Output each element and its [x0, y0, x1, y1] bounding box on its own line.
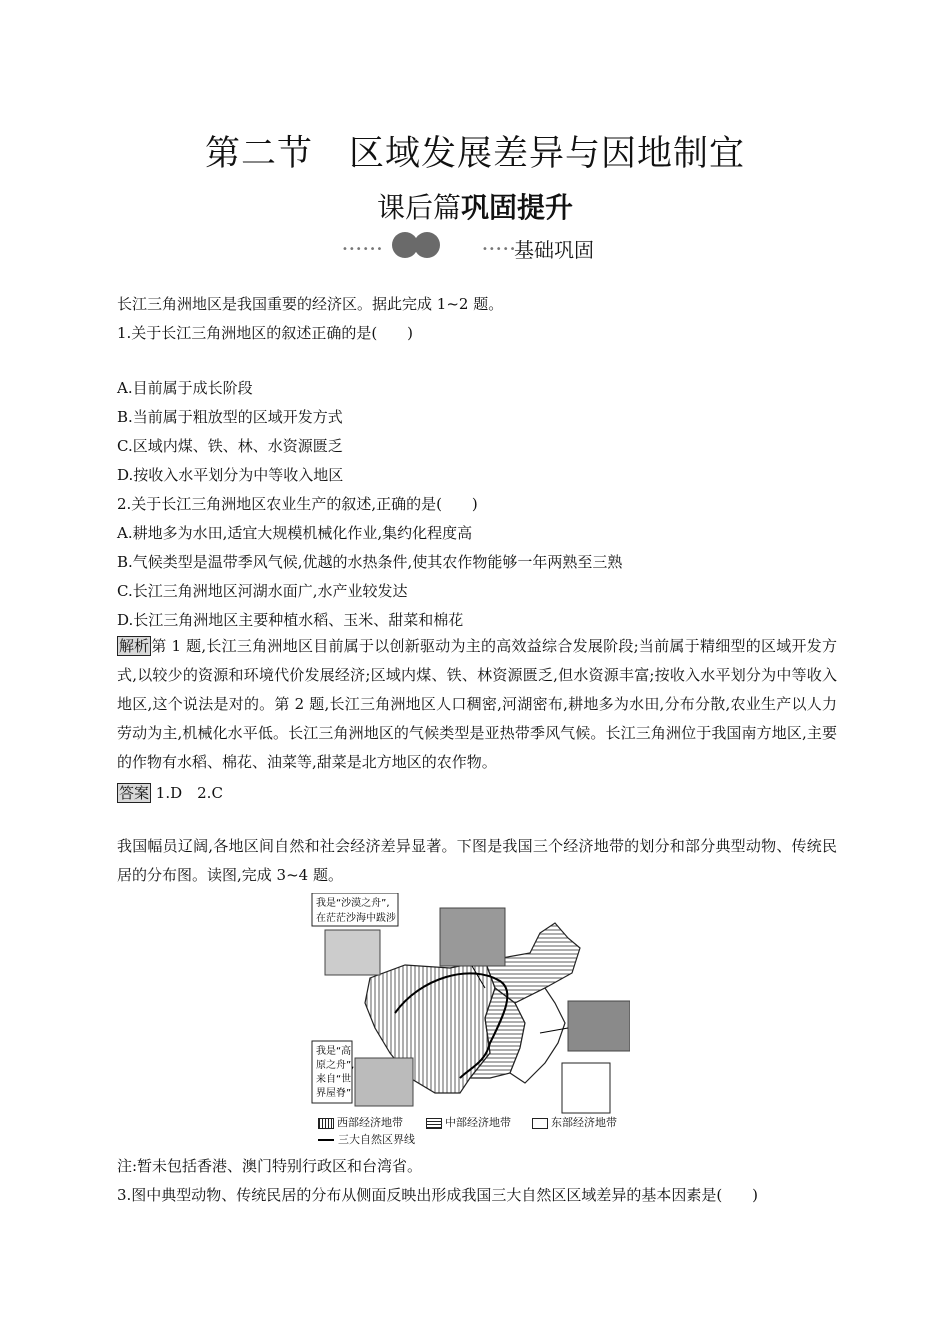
title-text: 区域发展差异与因地制宜 — [349, 134, 746, 174]
answer-block — [117, 783, 223, 803]
figure-note: 注:暂未包括香港、澳门特别行政区和台湾省。 — [117, 1157, 423, 1175]
section-banner — [342, 228, 622, 262]
intro-text: 长江三角洲地区是我国重要的经济区。据此完成 1~2 题。 — [117, 295, 504, 313]
legend-central-label: 中部经济地带 — [445, 1116, 511, 1129]
legend-west — [318, 1114, 403, 1130]
yak-photo-icon — [355, 1058, 413, 1106]
yak-caption-line-2: 原之舟”, — [316, 1060, 355, 1071]
question-1-option-b: B.当前属于粗放型的区域开发方式 — [117, 408, 343, 426]
section-label: 基础巩固 — [514, 238, 594, 262]
question-3-stem: 3.图中典型动物、传统民居的分布从侧面反映出形成我国三大自然区区域差异的基本因素是( ) — [117, 1186, 759, 1204]
banner-dots-right: ••••• — [482, 244, 517, 255]
intro-2-text: 我国幅员辽阔,各地区间自然和社会经济差异显著。下图是我国三个经济地带的划分和部分典型动物、传统民居的分布图。读图,完成 3~4 题。 — [117, 837, 837, 884]
map-figure — [310, 893, 630, 1148]
question-2-option-d: D.长江三角洲地区主要种植水稻、玉米、甜菜和棉花 — [117, 611, 464, 629]
camel-photo-icon — [325, 930, 380, 975]
legend-west-label: 西部经济地带 — [337, 1116, 403, 1129]
yak-caption-line-4: 界屋脊” — [316, 1088, 352, 1099]
question-1-option-c: C.区域内煤、铁、林、水资源匮乏 — [117, 437, 343, 455]
question-1-stem: 1.关于长江三角洲地区的叙述正确的是( ) — [117, 324, 414, 342]
answer-tag: 答案 — [119, 784, 150, 802]
south-china-sea-inset — [562, 1063, 610, 1113]
question-2-stem: 2.关于长江三角洲地区农业生产的叙述,正确的是( ) — [117, 495, 478, 513]
yak-caption-line-1: 我是“高 — [316, 1046, 352, 1057]
subtitle-normal: 课后篇 — [376, 191, 461, 224]
yak-caption-line-3: 来自“世 — [316, 1074, 352, 1085]
legend-boundary — [318, 1131, 415, 1147]
analysis-tag: 解析 — [119, 637, 150, 655]
page-subtitle — [0, 186, 950, 226]
watertown-photo-icon — [568, 1001, 630, 1051]
question-1-option-d: D.按收入水平划分为中等收入地区 — [117, 466, 344, 484]
china-economic-zones-map — [310, 893, 630, 1148]
answer-text: 1.D 2.C — [155, 784, 223, 802]
banner-dots-left: •••••• — [342, 244, 384, 255]
analysis-text: 第 1 题,长江三角洲地区目前属于以创新驱动为主的高效益综合发展阶段;当前属于精细型的区域开发方式,以较少的资源和环境代价发展经济;区域内煤、铁、林资源匮乏,但水资源丰富;按收入水平划分为中等收入地区,这个说法是对的。第 2 题,长江三角洲地区人口稠密,河湖密布,耕地多为水田,分布分散,农业生产以人力劳动为主,机械化水平低。长江三角洲地区的气候类型是亚热带季风气候。长江三角洲位于我国南方地区,主要的作物有水稻、棉花、油菜等,甜菜是北方地区的农作物。 — [117, 637, 837, 771]
legend-east-label: 东部经济地带 — [551, 1116, 617, 1129]
question-2-option-a: A.耕地多为水田,适宜大规模机械化作业,集约化程度高 — [117, 524, 473, 542]
camel-caption-line-1: 我是“沙漠之舟”, — [316, 898, 390, 909]
question-2-option-c: C.长江三角洲地区河湖水面广,水产业较发达 — [117, 582, 408, 600]
legend-boundary-label: 三大自然区界线 — [338, 1133, 415, 1146]
question-2-option-b: B.气候类型是温带季风气候,优越的水热条件,使其农作物能够一年两熟至三熟 — [117, 553, 623, 571]
house-photo-icon — [440, 908, 505, 966]
title-section-number: 第二节 — [204, 134, 313, 174]
legend-central — [426, 1114, 511, 1130]
legend-east — [532, 1114, 617, 1130]
camel-caption-line-2: 在茫茫沙海中跋涉 — [316, 913, 396, 924]
question-1-option-a: A.目前属于成长阶段 — [117, 379, 253, 397]
analysis-block — [117, 632, 837, 777]
subtitle-bold: 巩固提升 — [461, 191, 574, 224]
banner-circle-icon — [414, 232, 440, 258]
page-title — [0, 126, 950, 176]
